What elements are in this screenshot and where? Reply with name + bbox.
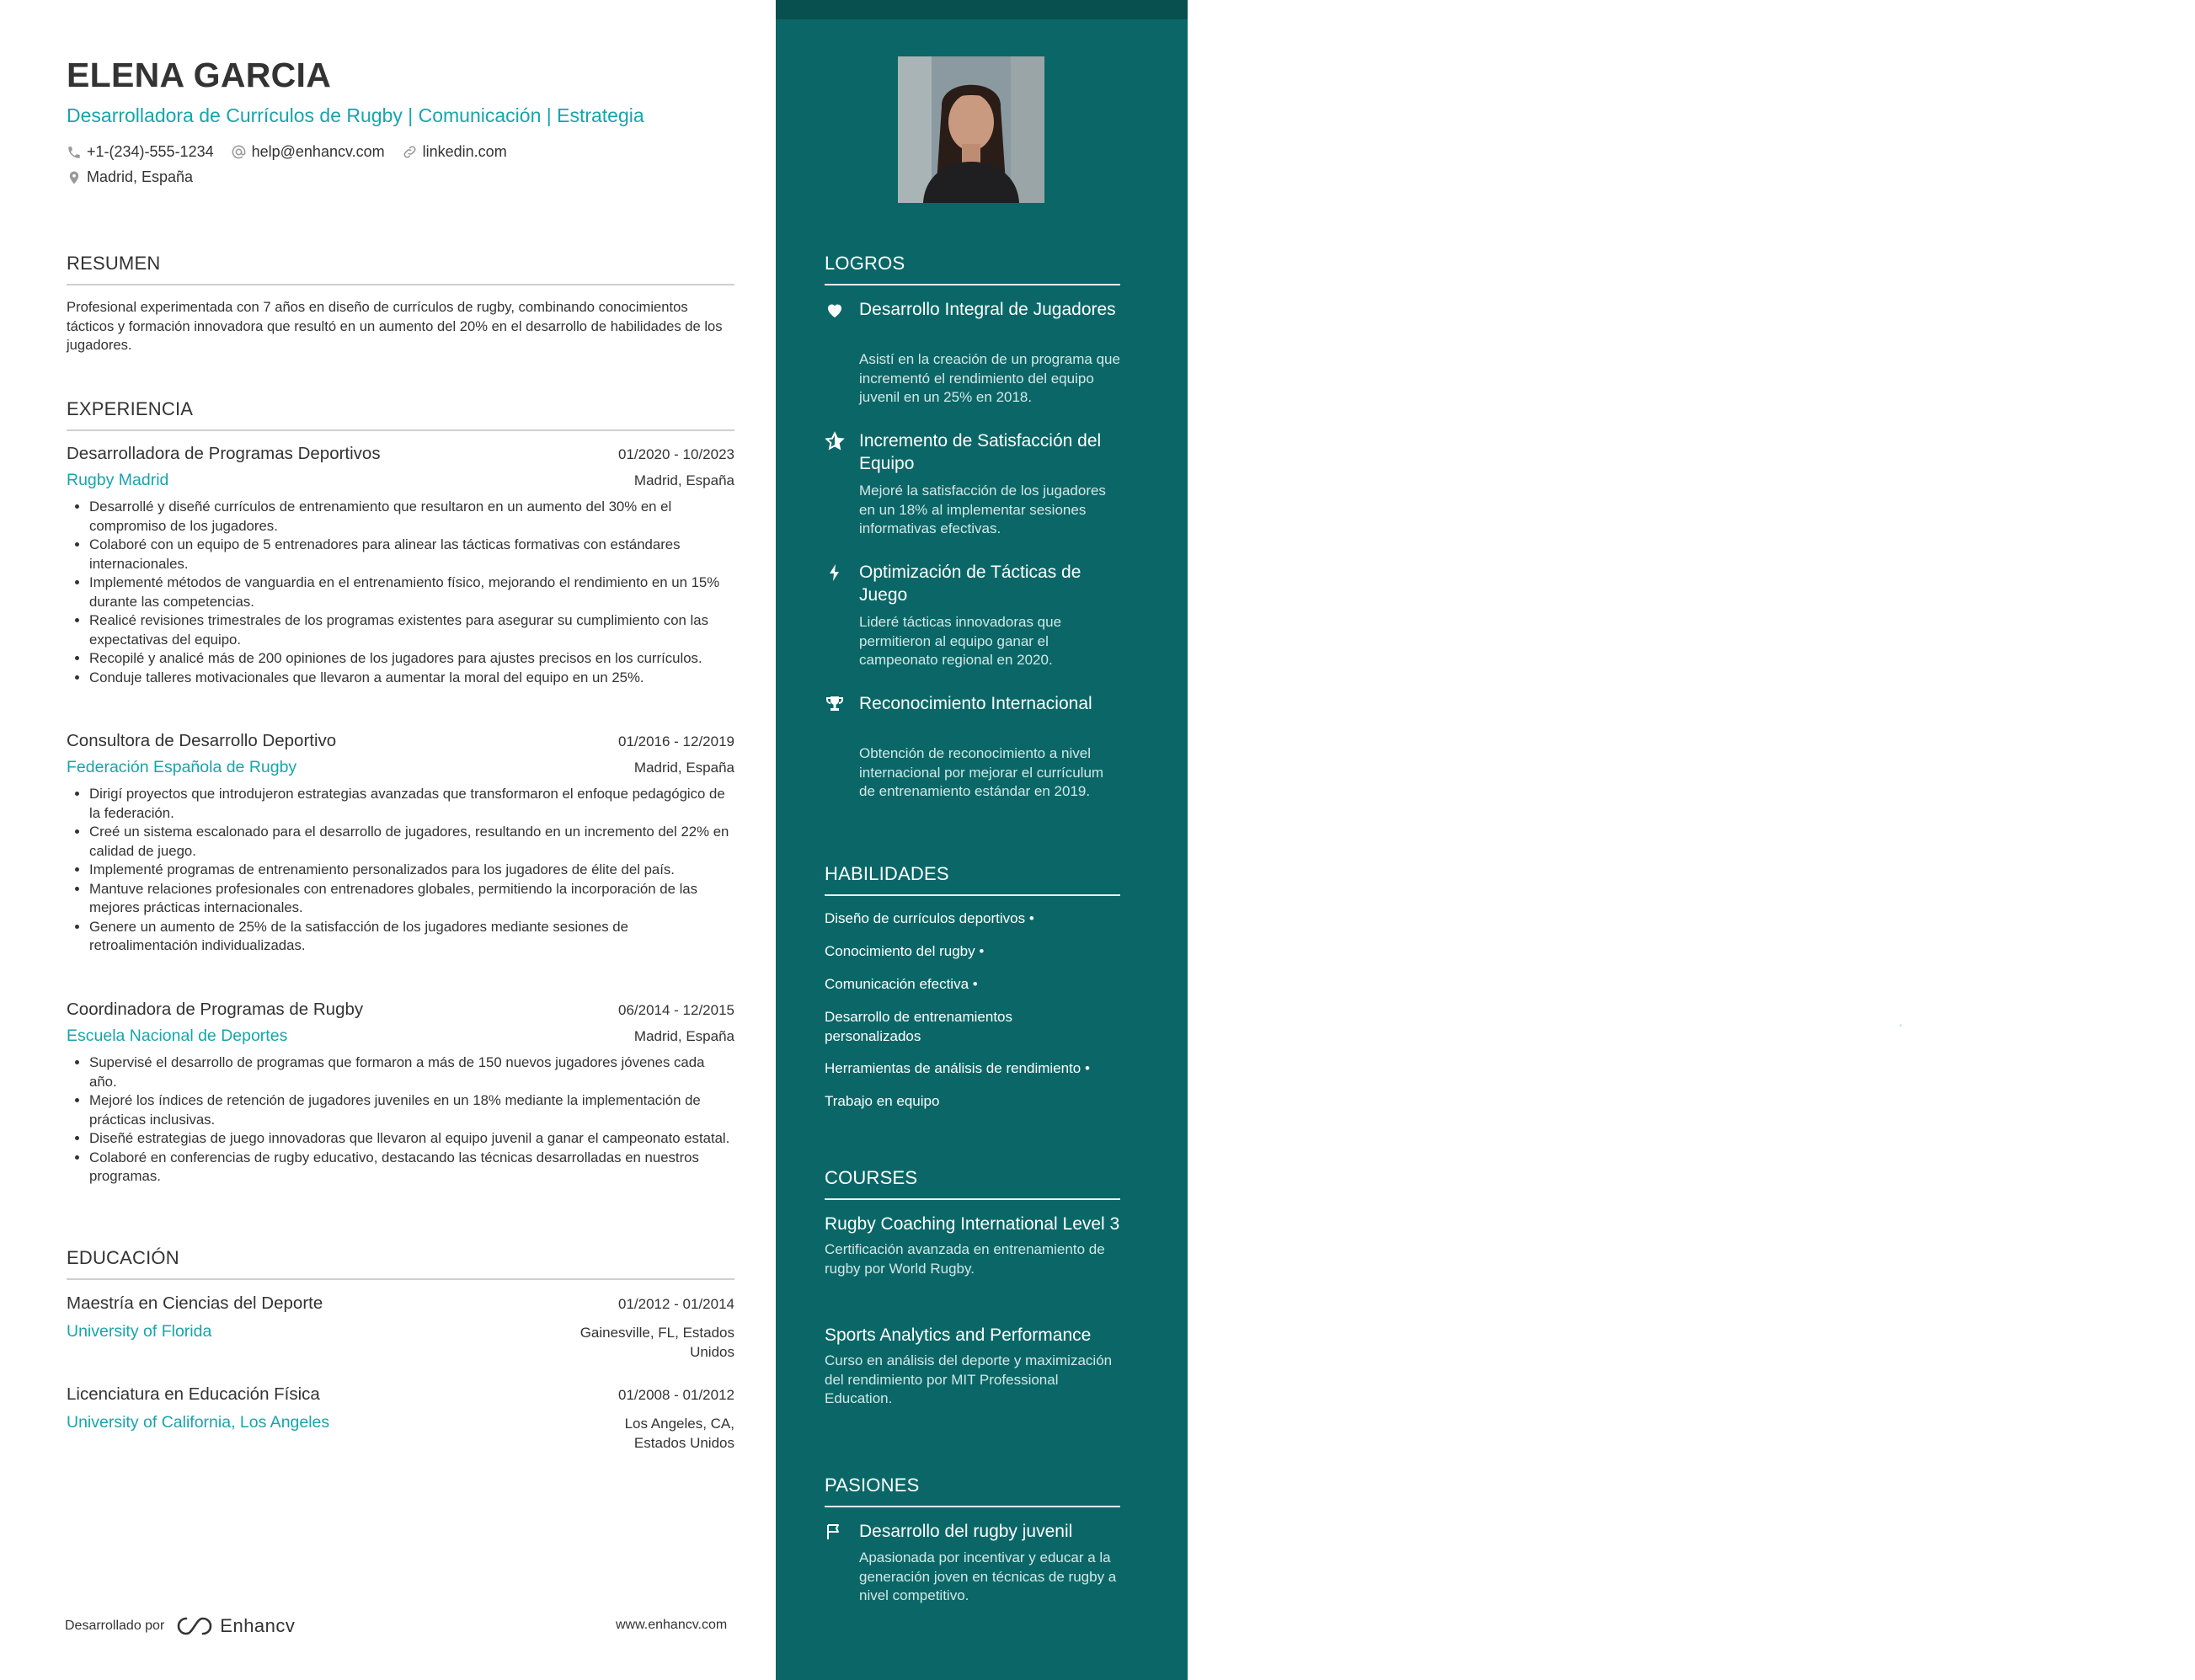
contact-email[interactable] (231, 143, 385, 161)
passions-heading: PASIONES (825, 1475, 1120, 1496)
job-role: Consultora de Desarrollo Deportivo (67, 731, 337, 750)
job-bullets (67, 785, 734, 956)
education-entry (67, 1384, 734, 1451)
experience-heading: EXPERIENCIA (67, 398, 734, 420)
job-bullets (67, 1053, 734, 1187)
achievement-title: Incremento de Satisfacción del Equipo (859, 431, 1102, 473)
flag-icon (825, 1522, 845, 1542)
job-company: Escuela Nacional de Deportes (67, 1027, 288, 1045)
job-bullet: • Diseñé estrategias de juego innovadoras que llevaron al equipo juvenil a ganar el campeonato estatal. (89, 1129, 734, 1149)
job-bullet: • Creé un sistema escalonado para el desarrollo de jugadores, resultando en un incremento del 22% en calidad de juego. (89, 823, 734, 861)
job-bullet: • Genere un aumento de 25% de la satisfacción de los jugadores mediante sesiones de retroalimentación individualizadas. (89, 918, 734, 956)
skill-item: Diseño de currículos deportivos • (825, 910, 1034, 926)
job-bullet: • Recopilé y analicé más de 200 opiniones de los jugadores para ajustes precisos en los currículos. (89, 649, 734, 669)
job-bullets (67, 498, 734, 687)
skills-heading: HABILIDADES (825, 863, 1120, 885)
edu-location: Los Angeles, CA, Estados Unidos (624, 1416, 734, 1451)
trophy-icon (825, 694, 845, 714)
summary-heading: RESUMEN (67, 253, 734, 275)
job-entry (67, 1000, 734, 1187)
job-bullet: • Conduje talleres motivacionales que llevaron a aumentar la moral del equipo en un 25%. (89, 669, 734, 688)
skill-item: Herramientas de análisis de rendimiento • (825, 1060, 1090, 1076)
bolt-icon (825, 563, 845, 583)
course-item (825, 1213, 1120, 1278)
job-entry (67, 444, 734, 687)
job-bullet: • Mantuve relaciones profesionales con entrenadores globales, permitiendo la incorporación de las mejores prácticas internacionales. (89, 880, 734, 918)
sidebar: LOGROS Desarrollo Integral de Jugadores Asistí en la creación de un programa que incrementó el rendimiento del equipo juvenil en un 25% en 2018. Incremento de Satisfacción del Equipo Mejoré la satisfacción de los jugadores en un 18% al implementar sesiones informativas efectivas. Optimización de Tácticas de Juego Lideré tácticas innovadoras que permitieron al equipo ganar el campeonato regional en 2020. Reconocimiento Internacional Obtención de reconocimiento a nivel internacional por mejorar el currículum de entrenamiento estándar en 2019. HABILIDADES Diseño de currículos deportivos • Conocimiento del rugby • Comunicación efectiva • Desarrollo de entrenamientos personalizados • Herramientas de análisis de rendimiento • Trabajo en equipo COURSES Rugby Coaching International Level 3 Certificación avanzada en entrenamiento de rugby por World Rugby. Sports Analytics and Performance Curso en análisis del deporte y maximización del rendimiento por MIT Professional Education. PASIONES Desarrollo del rugby juvenil Apasionada por incentivar y educar a la generación joven en técnicas de rugby a nivel competitivo. (776, 0, 1188, 1680)
course-item (825, 1324, 1120, 1409)
edu-degree: Licenciatura en Educación Física (67, 1384, 320, 1404)
job-bullet: • Colaboré con un equipo de 5 entrenadores para alinear las tácticas formativas con estándares internacionales. (89, 536, 734, 573)
edu-dates: 01/2012 - 01/2014 (617, 1296, 734, 1312)
edu-dates: 01/2008 - 01/2012 (617, 1387, 734, 1403)
job-role: Coordinadora de Programas de Rugby (67, 1000, 364, 1019)
passion-title: Desarrollo del rugby juvenil (859, 1522, 1073, 1541)
course-title: Rugby Coaching International Level 3 (825, 1214, 1120, 1234)
profile-photo (898, 56, 1044, 203)
edu-location: Gainesville, FL, Estados Unidos (579, 1325, 734, 1360)
location-text: Madrid, España (87, 168, 194, 185)
achievement-desc: Lideré tácticas innovadoras que permitieron al equipo ganar el campeonato regional en 2020. (859, 614, 1062, 668)
job-company: Federación Española de Rugby (67, 758, 297, 776)
job-bullet: • Desarrollé y diseñé currículos de entrenamiento que resultaron en un aumento del 30% en el compromiso de los jugadores. (89, 498, 734, 536)
job-entry (67, 731, 734, 956)
course-desc: Curso en análisis del deporte y maximización del rendimiento por MIT Professional Education. (825, 1352, 1113, 1406)
footer-branding (65, 1615, 295, 1637)
job-company: Rugby Madrid (67, 471, 169, 489)
passion-desc: Apasionada por incentivar y educar a la generación joven en técnicas de rugby a nivel competitivo. (859, 1549, 1117, 1603)
phone-text: +1-(234)-555-1234 (87, 143, 214, 160)
education-heading: EDUCACIÓN (67, 1247, 734, 1269)
job-bullet: • Implementé programas de entrenamiento personalizados para los jugadores de élite del país. (89, 861, 734, 880)
footer-built-by: Desarrollado por (65, 1619, 165, 1633)
edu-school: University of California, Los Angeles (67, 1413, 330, 1432)
enhancv-logo-icon (174, 1615, 215, 1637)
job-location: Madrid, España (633, 760, 734, 776)
edu-degree: Maestría en Ciencias del Deporte (67, 1293, 323, 1313)
footer-brand: Enhancv (220, 1615, 296, 1636)
summary-text: Profesional experimentada con 7 años en diseño de currículos de rugby, combinando conocimientos tácticos y formación innovadora que resultó en un aumento del 20% en el desarrollo de habilidades de los jugadores. (67, 299, 723, 353)
job-dates: 01/2020 - 10/2023 (617, 446, 734, 462)
job-role: Desarrolladora de Programas Deportivos (67, 444, 381, 463)
contact-phone[interactable] (67, 143, 214, 161)
achievement-title: Optimización de Tácticas de Juego (859, 563, 1081, 605)
course-desc: Certificación avanzada en entrenamiento de rugby por World Rugby. (825, 1241, 1105, 1277)
skill-item: Trabajo en equipo (825, 1093, 940, 1109)
job-bullet: • Colaboré en conferencias de rugby educativo, destacando las técnicas desarrolladas en nuestros programas. (89, 1149, 734, 1187)
job-bullet: • Mejoré los índices de retención de jugadores juveniles en un 18% mediante la implementación de prácticas inclusivas. (89, 1091, 734, 1129)
contact-row (67, 143, 524, 161)
skill-item: Conocimiento del rugby • (825, 943, 985, 959)
job-dates: 01/2016 - 12/2019 (617, 733, 734, 749)
phone-icon (67, 145, 82, 160)
courses-heading: COURSES (825, 1167, 1120, 1189)
job-bullet: • Dirigí proyectos que introdujeron estrategias avanzadas que transformaron el enfoque pedagógico de la federación. (89, 785, 734, 823)
linkedin-text: linkedin.com (422, 143, 507, 160)
contact-location (67, 168, 210, 186)
main-column (0, 0, 776, 1680)
achievements-heading: LOGROS (825, 253, 1120, 275)
achievement-title: Reconocimiento Internacional (859, 694, 1092, 713)
candidate-title: Desarrolladora de Currículos de Rugby | Comunicación | Estrategia (67, 104, 644, 126)
achievement-desc: Mejoré la satisfacción de los jugadores en un 18% al implementar sesiones informativas efectivas. (859, 483, 1106, 536)
job-bullet: • Implementé métodos de vanguardia en el entrenamiento físico, mejorando el rendimiento en un 15% durante las competencias. (89, 573, 734, 611)
achievement-desc: Obtención de reconocimiento a nivel internacional por mejorar el currículum de entrenamiento estándar en 2019. (859, 745, 1104, 799)
link-icon (402, 144, 418, 160)
contact-linkedin[interactable] (402, 143, 507, 161)
job-bullet: • Realicé revisiones trimestrales de los programas existentes para asegurar su cumplimiento con las expectativas del equipo. (89, 611, 734, 649)
email-text: help@enhancv.com (251, 143, 385, 160)
candidate-name: ELENA GARCIA (67, 56, 332, 94)
at-icon (231, 144, 247, 160)
skill-item: Desarrollo de entrenamientos personalizados (825, 1009, 1013, 1044)
edu-school: University of Florida (67, 1322, 212, 1341)
sidebar-top-band (776, 0, 1188, 19)
job-location: Madrid, España (633, 1028, 734, 1044)
course-title: Sports Analytics and Performance (825, 1325, 1092, 1345)
location-pin-icon (67, 169, 82, 186)
education-entry (67, 1293, 734, 1360)
job-dates: 06/2014 - 12/2015 (617, 1002, 734, 1018)
skill-item: Comunicación efectiva • (825, 976, 978, 992)
achievement-desc: Asistí en la creación de un programa que incrementó el rendimiento del equipo juvenil en un 25% en 2018. (859, 351, 1120, 405)
footer-website[interactable]: www.enhancv.com (616, 1618, 728, 1632)
achievement-title: Desarrollo Integral de Jugadores (859, 300, 1116, 319)
job-bullet: • Supervisé el desarrollo de programas que formaron a más de 150 nuevos jugadores jóvenes cada año. (89, 1053, 734, 1091)
star-icon (825, 431, 845, 451)
heart-icon (825, 300, 845, 320)
profile-photo-illustration (898, 56, 1044, 203)
job-location: Madrid, España (633, 472, 734, 488)
